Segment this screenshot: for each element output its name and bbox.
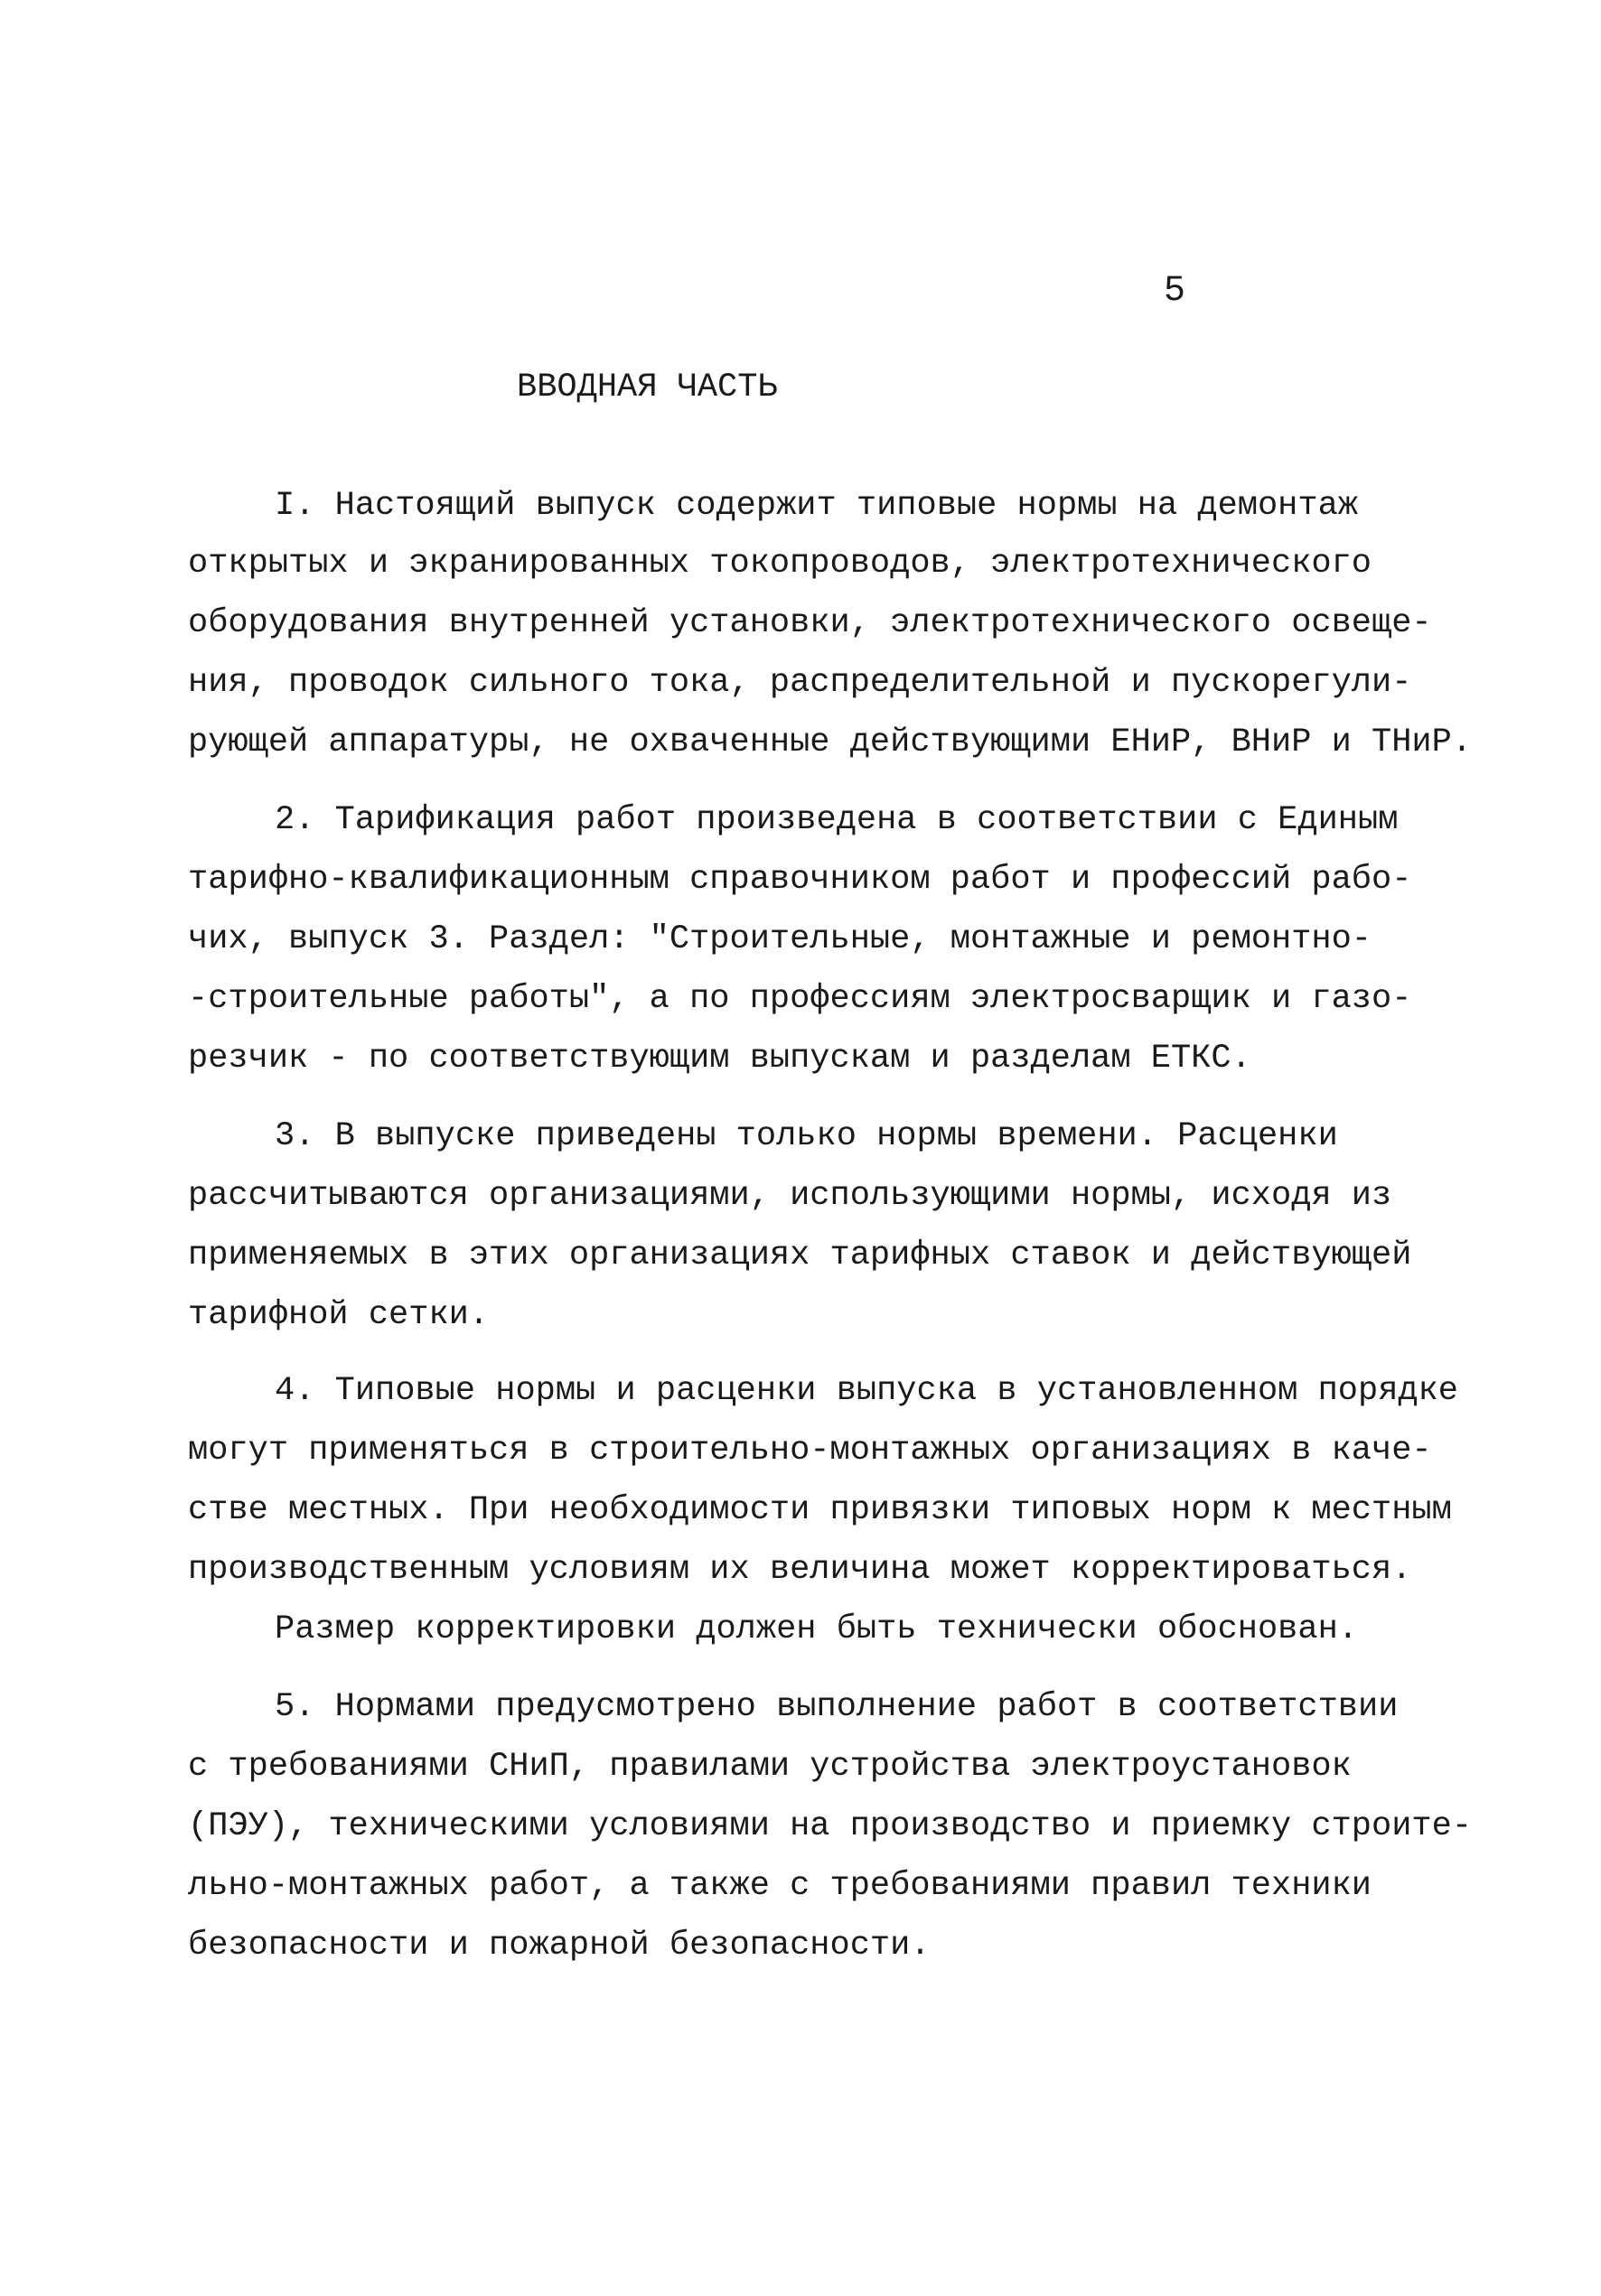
paragraph-line: с требованиями СНиП, правилами устройства электроустановок bbox=[188, 1748, 1352, 1786]
paragraph-line: ния, проводок сильного тока, распределительной и пускорегули- bbox=[188, 664, 1412, 702]
paragraph-line: рующей аппаратуры, не охваченные действующими ЕНиР, ВНиР и ТНиР. bbox=[188, 723, 1473, 761]
paragraph-line: (ПЭУ), техническими условиями на производство и приемку строите- bbox=[188, 1807, 1473, 1845]
paragraph-line: открытых и экранированных токопроводов, электротехнического bbox=[188, 545, 1372, 583]
paragraph-line: рассчитываются организациями, использующими нормы, исходя из bbox=[188, 1177, 1392, 1215]
paragraph-line: применяемых в этих организациях тарифных ставок и действующей bbox=[188, 1237, 1412, 1274]
paragraph-line: Размер корректировки должен быть технически обоснован. bbox=[275, 1610, 1358, 1648]
paragraph-line: чих, выпуск 3. Раздел: "Строительные, монтажные и ремонтно- bbox=[188, 920, 1372, 958]
paragraph-line: -строительные работы", а по профессиям электросварщик и газо- bbox=[188, 980, 1412, 1018]
paragraph-line: безопасности и пожарной безопасности. bbox=[188, 1927, 931, 1965]
paragraph-line: стве местных. При необходимости привязки типовых норм к местным bbox=[188, 1491, 1452, 1529]
paragraph-line: тарифно-квалификационным справочником работ и профессий рабо- bbox=[188, 861, 1412, 899]
paragraph-line: 4. Типовые нормы и расценки выпуска в установленном порядке bbox=[275, 1372, 1459, 1410]
section-heading: ВВОДНАЯ ЧАСТЬ bbox=[517, 369, 778, 406]
paragraph-line: производственным условиям их величина может корректироваться. bbox=[188, 1551, 1412, 1589]
paragraph-line: оборудования внутренней установки, электротехнического освеще- bbox=[188, 604, 1432, 642]
paragraph-line: I. Настоящий выпуск содержит типовые нормы на демонтаж bbox=[275, 487, 1358, 525]
page-number: 5 bbox=[1164, 271, 1186, 312]
paragraph-line: 3. В выпуске приведены только нормы времени. Расценки bbox=[275, 1117, 1338, 1155]
paragraph-line: тарифной сетки. bbox=[188, 1296, 490, 1334]
paragraph-line: могут применяться в строительно-монтажных организациях в каче- bbox=[188, 1432, 1432, 1470]
paragraph-line: 2. Тарификация работ произведена в соответствии с Единым bbox=[275, 801, 1399, 839]
paragraph-line: 5. Нормами предусмотрено выполнение работ в соответствии bbox=[275, 1688, 1399, 1726]
paragraph-line: резчик - по соответствующим выпускам и разделам ЕТКС. bbox=[188, 1040, 1251, 1078]
paragraph-line: льно-монтажных работ, а также с требованиями правил техники bbox=[188, 1867, 1372, 1905]
